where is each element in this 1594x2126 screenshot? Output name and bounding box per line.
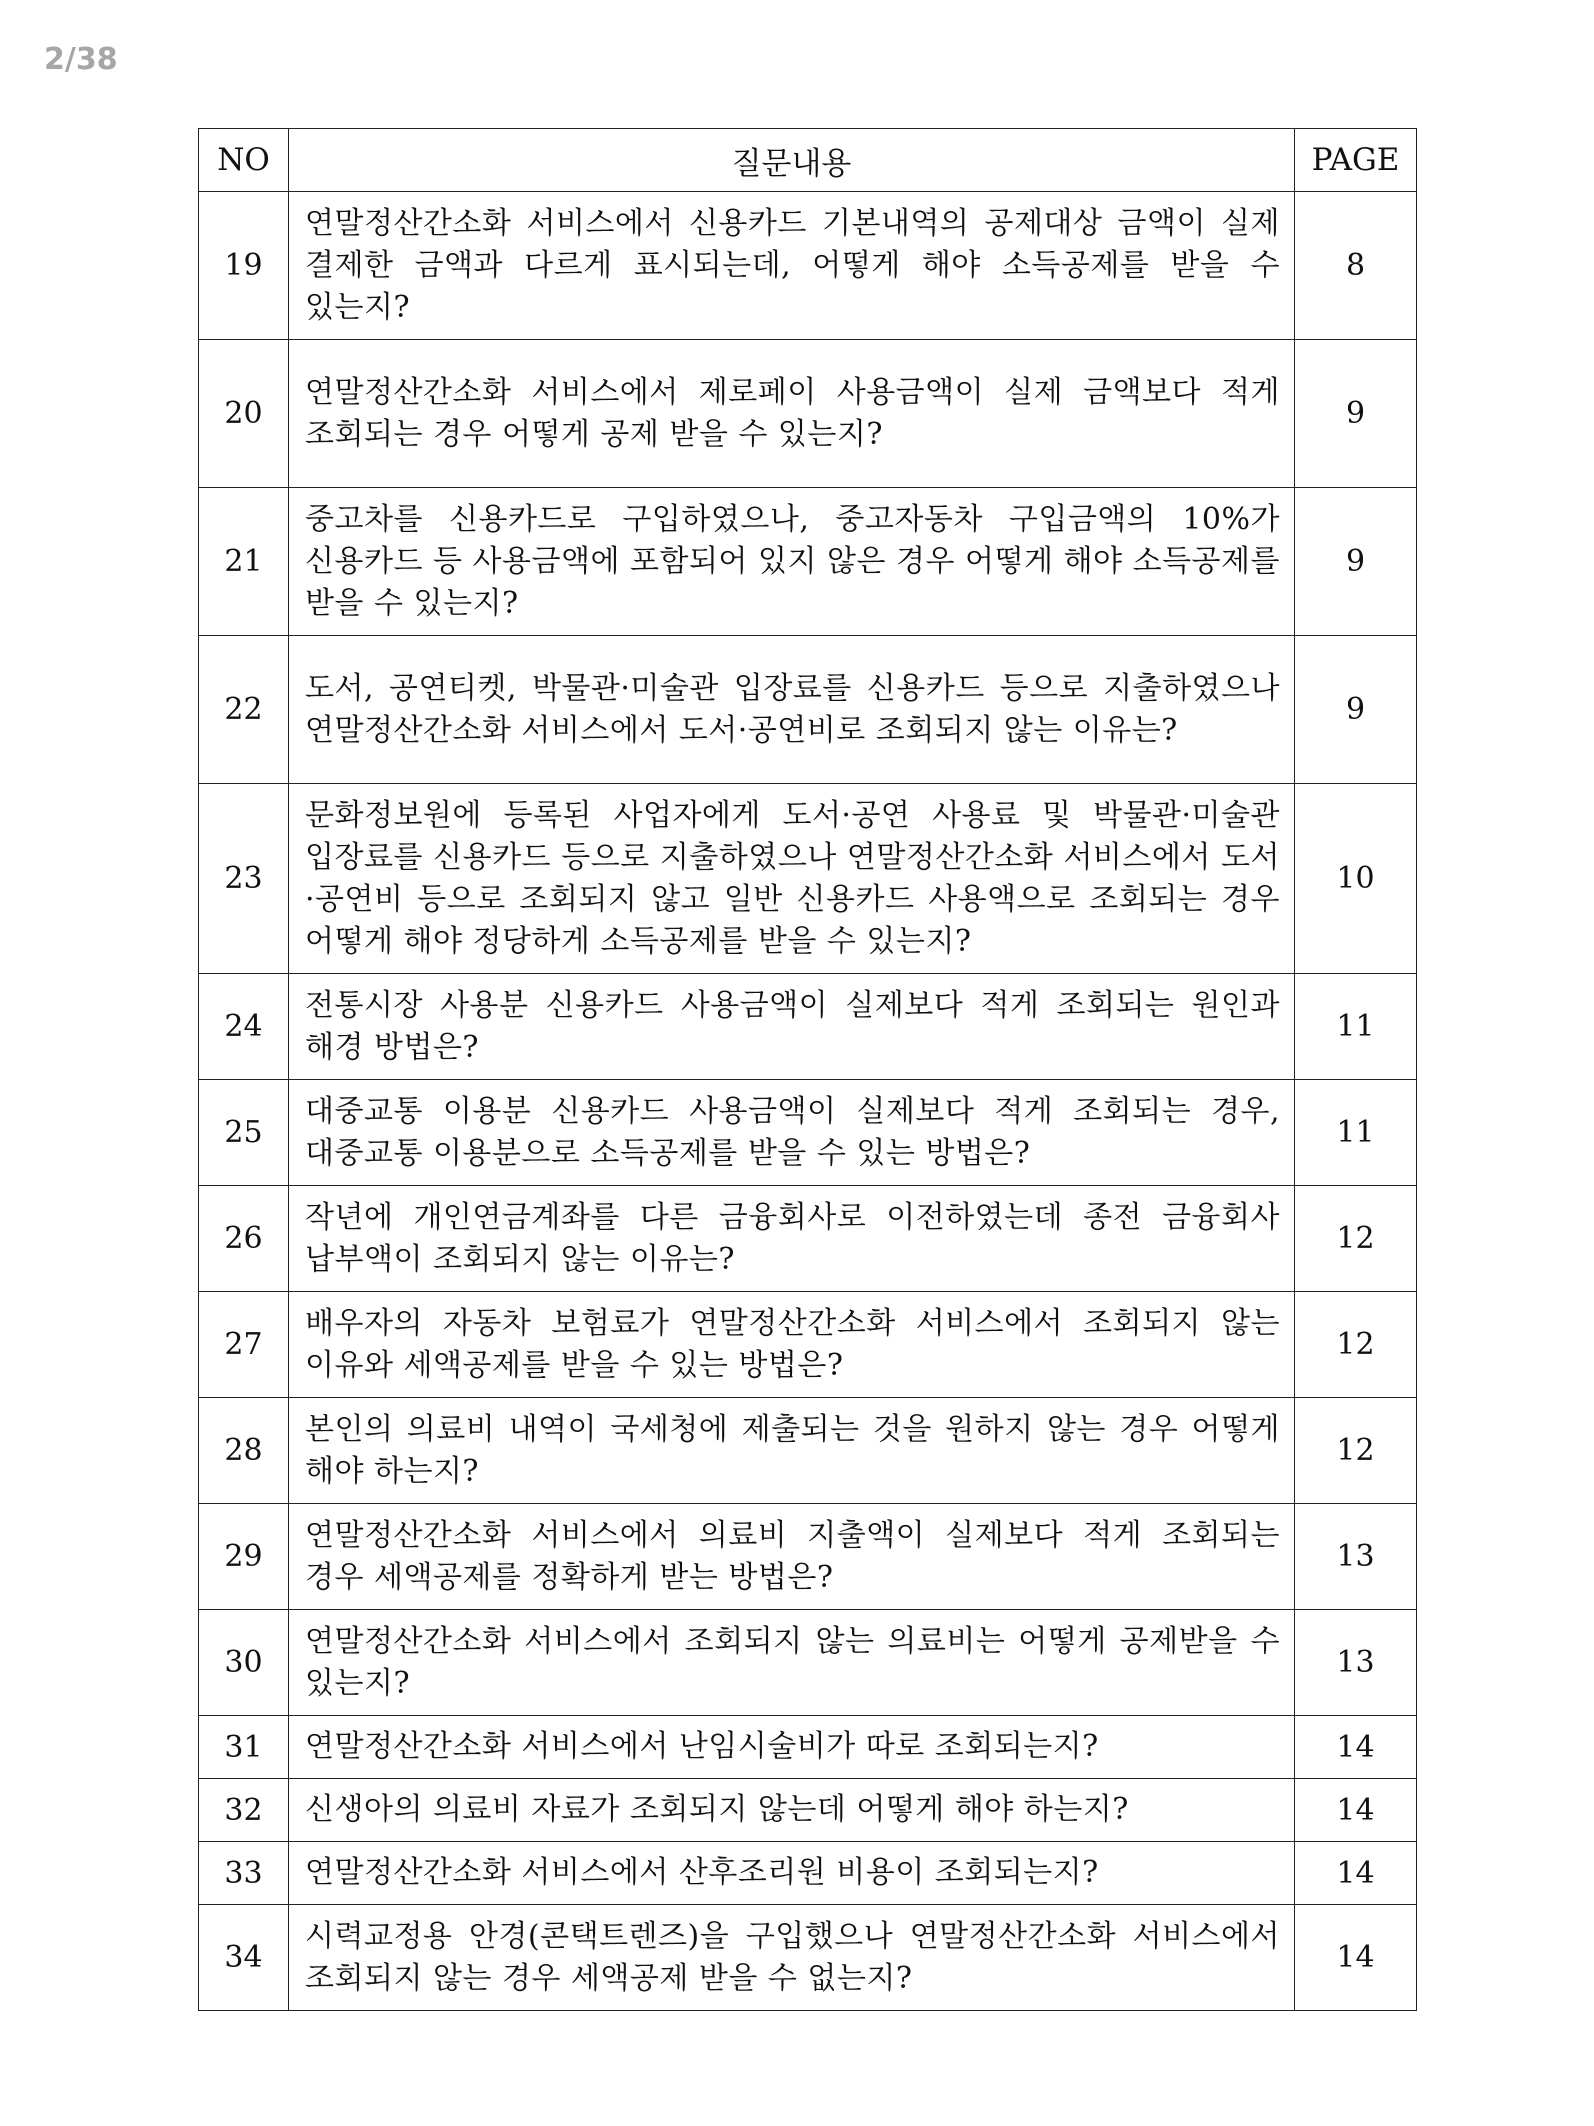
row-page: 8: [1295, 192, 1417, 340]
row-page: 10: [1295, 784, 1417, 974]
table-row: [199, 1905, 1417, 2011]
row-page: 14: [1295, 1716, 1417, 1779]
row-number: 21: [199, 488, 289, 636]
row-number: 29: [199, 1504, 289, 1610]
table-row: [199, 784, 1417, 974]
table-row: [199, 1080, 1417, 1186]
row-question: 연말정산간소화 서비스에서 제로페이 사용금액이 실제 금액보다 적게 조회되는 경우 어떻게 공제 받을 수 있는지?: [289, 340, 1295, 488]
table-row: [199, 1398, 1417, 1504]
row-question: 배우자의 자동차 보험료가 연말정산간소화 서비스에서 조회되지 않는 이유와 세액공제를 받을 수 있는 방법은?: [289, 1292, 1295, 1398]
row-number: 33: [199, 1842, 289, 1905]
table-row: [199, 1292, 1417, 1398]
header-no: NO: [199, 129, 289, 192]
row-number: 23: [199, 784, 289, 974]
row-number: 26: [199, 1186, 289, 1292]
row-page: 9: [1295, 488, 1417, 636]
row-question: 중고차를 신용카드로 구입하였으나, 중고자동차 구입금액의 10%가 신용카드 등 사용금액에 포함되어 있지 않은 경우 어떻게 해야 소득공제를 받을 수 있는지?: [289, 488, 1295, 636]
row-page: 11: [1295, 974, 1417, 1080]
table-row: [199, 636, 1417, 784]
row-page: 14: [1295, 1779, 1417, 1842]
row-question: 연말정산간소화 서비스에서 신용카드 기본내역의 공제대상 금액이 실제 결제한 금액과 다르게 표시되는데, 어떻게 해야 소득공제를 받을 수 있는지?: [289, 192, 1295, 340]
row-question: 본인의 의료비 내역이 국세청에 제출되는 것을 원하지 않는 경우 어떻게 해야 하는지?: [289, 1398, 1295, 1504]
row-number: 24: [199, 974, 289, 1080]
row-question: 연말정산간소화 서비스에서 조회되지 않는 의료비는 어떻게 공제받을 수 있는지?: [289, 1610, 1295, 1716]
row-page: 14: [1295, 1842, 1417, 1905]
row-number: 30: [199, 1610, 289, 1716]
row-page: 12: [1295, 1292, 1417, 1398]
row-number: 28: [199, 1398, 289, 1504]
row-page: 12: [1295, 1186, 1417, 1292]
row-question: 연말정산간소화 서비스에서 의료비 지출액이 실제보다 적게 조회되는 경우 세액공제를 정확하게 받는 방법은?: [289, 1504, 1295, 1610]
table-row: [199, 1716, 1417, 1779]
table-row: [199, 1504, 1417, 1610]
row-page: 9: [1295, 636, 1417, 784]
row-question: 연말정산간소화 서비스에서 난임시술비가 따로 조회되는지?: [289, 1716, 1295, 1779]
row-question: 작년에 개인연금계좌를 다른 금융회사로 이전하였는데 종전 금융회사 납부액이 조회되지 않는 이유는?: [289, 1186, 1295, 1292]
table-body: [199, 192, 1417, 2011]
row-page: 11: [1295, 1080, 1417, 1186]
row-number: 32: [199, 1779, 289, 1842]
row-question: 신생아의 의료비 자료가 조회되지 않는데 어떻게 해야 하는지?: [289, 1779, 1295, 1842]
row-question: 시력교정용 안경(콘택트렌즈)을 구입했으나 연말정산간소화 서비스에서 조회되지 않는 경우 세액공제 받을 수 없는지?: [289, 1905, 1295, 2011]
table-row: [199, 192, 1417, 340]
row-question: 전통시장 사용분 신용카드 사용금액이 실제보다 적게 조회되는 원인과 해경 방법은?: [289, 974, 1295, 1080]
row-question: 도서, 공연티켓, 박물관·미술관 입장료를 신용카드 등으로 지출하였으나 연말정산간소화 서비스에서 도서·공연비로 조회되지 않는 이유는?: [289, 636, 1295, 784]
page-indicator: 2/38: [44, 42, 118, 77]
table-row: [199, 1779, 1417, 1842]
row-page: 14: [1295, 1905, 1417, 2011]
row-number: 25: [199, 1080, 289, 1186]
row-question: 문화정보원에 등록된 사업자에게 도서·공연 사용료 및 박물관·미술관 입장료를 신용카드 등으로 지출하였으나 연말정산간소화 서비스에서 도서·공연비 등으로 조회되지 않고 일반 신용카드 사용액으로 조회되는 경우 어떻게 해야 정당하게 소득공제를 받을 수 있는지?: [289, 784, 1295, 974]
table-row: [199, 488, 1417, 636]
row-page: 13: [1295, 1610, 1417, 1716]
table-row: [199, 974, 1417, 1080]
row-number: 34: [199, 1905, 289, 2011]
faq-table: [198, 128, 1417, 2011]
row-number: 27: [199, 1292, 289, 1398]
row-page: 13: [1295, 1504, 1417, 1610]
row-number: 19: [199, 192, 289, 340]
row-page: 12: [1295, 1398, 1417, 1504]
row-question: 연말정산간소화 서비스에서 산후조리원 비용이 조회되는지?: [289, 1842, 1295, 1905]
row-number: 20: [199, 340, 289, 488]
table-header-row: [199, 129, 1417, 192]
row-question: 대중교통 이용분 신용카드 사용금액이 실제보다 적게 조회되는 경우, 대중교통 이용분으로 소득공제를 받을 수 있는 방법은?: [289, 1080, 1295, 1186]
table-row: [199, 1842, 1417, 1905]
table-row: [199, 1610, 1417, 1716]
row-number: 31: [199, 1716, 289, 1779]
row-page: 9: [1295, 340, 1417, 488]
table-row: [199, 340, 1417, 488]
row-number: 22: [199, 636, 289, 784]
header-page: PAGE: [1295, 129, 1417, 192]
table-row: [199, 1186, 1417, 1292]
header-question: 질문내용: [289, 129, 1295, 192]
